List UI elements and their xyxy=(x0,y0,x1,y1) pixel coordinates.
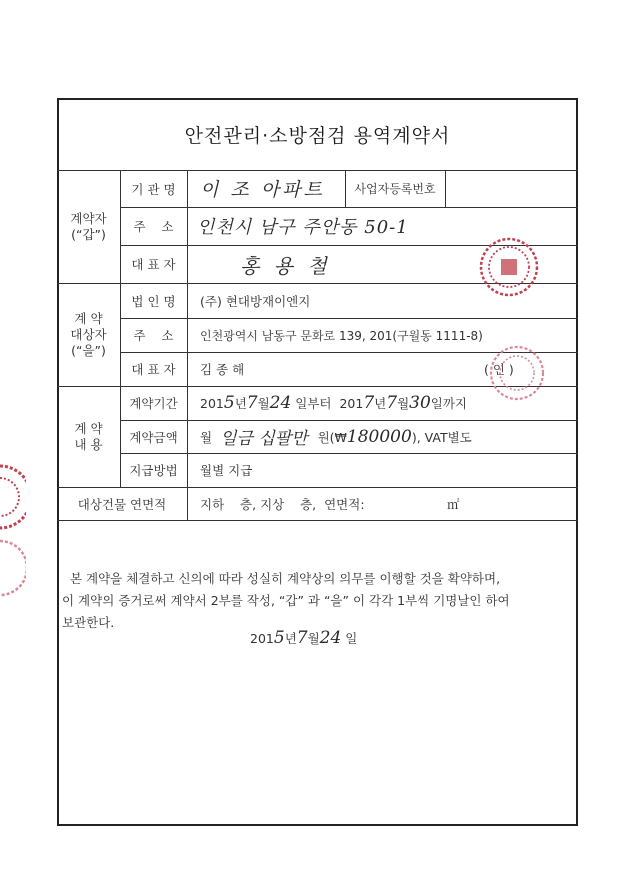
contract-group-label: 계 약 내 용 xyxy=(74,420,103,452)
rule xyxy=(187,170,188,520)
corp-name-label: 법 인 명 xyxy=(131,293,176,309)
representative-a-value: 홍 용 철 xyxy=(240,253,331,278)
business-number-label: 사업자등록번호 xyxy=(354,182,436,196)
representative-a-label: 대 표 자 xyxy=(131,257,176,272)
representative-b-label: 대 표 자 xyxy=(131,362,176,377)
contract-date: 2015년7월24 일 xyxy=(250,628,358,648)
agreement-line-3: 보관한다. xyxy=(62,615,115,630)
building-area-value: 지하 층, 지상 층, 연면적: xyxy=(200,496,365,512)
agreement-paragraph xyxy=(62,568,572,634)
partial-seal-icon xyxy=(0,538,26,598)
building-area-unit: ㎡ xyxy=(447,496,460,512)
address-a-value: 인천시 남구 주안동 50-1 xyxy=(197,217,409,238)
representative-b-value: 김 종 해 xyxy=(200,362,245,377)
corp-name-value: (주) 현대방재이엔지 xyxy=(200,293,311,309)
payment-label: 지급방법 xyxy=(129,463,178,478)
payment-value: 월별 지급 xyxy=(200,463,253,478)
document-title: 안전관리·소방점검 용역계약서 xyxy=(184,124,451,147)
amount-label: 계약금액 xyxy=(129,429,178,445)
rule xyxy=(445,170,446,207)
party-a-group-label: 계약자 (“갑”) xyxy=(70,210,107,242)
amount-value: 월 일금 십팔만 원(₩ 180000 ), VAT별도 xyxy=(200,426,472,449)
period-value: 201 5 년 7 월 24 일부터 201 7 년 7 월 30 일까지 xyxy=(200,393,468,413)
building-area-label: 대상건물 연면적 xyxy=(77,496,167,512)
party-b-group-label: 계 약 대상자 (“을”) xyxy=(70,310,107,358)
period-label: 계약기간 xyxy=(129,396,178,411)
org-name-value: 이 조 아파트 xyxy=(200,179,325,201)
agreement-line-1: 본 계약을 체결하고 신의에 따라 성실히 계약상의 의무를 이행할 것을 확약하며, xyxy=(62,571,501,586)
rule xyxy=(57,520,578,521)
seal-mark-text: ( 인 ) xyxy=(484,362,514,377)
company-seal-icon xyxy=(488,344,546,402)
agreement-line-2: 이 계약의 증거로써 계약서 2부를 작성, “갑” 과 “을” 이 각각 1부씩 기명날인 하여 xyxy=(62,593,510,608)
address-b-value: 인천광역시 남동구 문화로 139, 201(구월동 1111-8) xyxy=(200,328,483,343)
rule xyxy=(120,453,578,454)
official-seal-icon xyxy=(478,236,540,298)
address-b-label: 주 소 xyxy=(133,328,174,343)
address-a-label: 주 소 xyxy=(133,219,174,234)
partial-seal-icon xyxy=(0,462,26,532)
org-name-label: 기 관 명 xyxy=(131,181,176,197)
